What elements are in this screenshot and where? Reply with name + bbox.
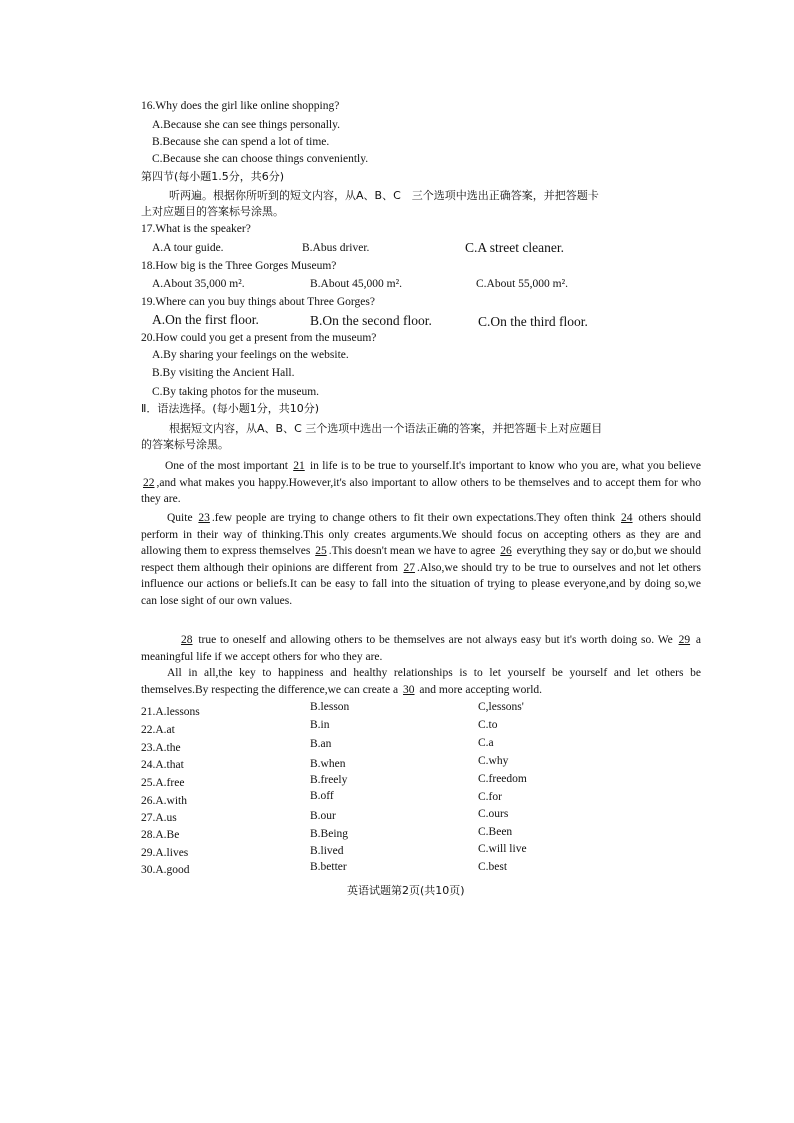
passage-paragraph-3 <box>141 632 701 665</box>
option-b: B.in <box>310 719 330 731</box>
blank-28: 28 <box>181 634 193 646</box>
passage-text: .few people are trying to change others to fit their own expectations.They often think <box>211 512 620 524</box>
grammar-instruction: 根据短文内容，从A、B、C 三个选项中选出一个语法正确的答案，并把答题卡上对应题目 <box>169 422 603 435</box>
q18-option-c: C.About 55,000 m². <box>476 278 568 290</box>
option-a: 23.A.the <box>141 742 181 754</box>
q19-option-a: A.On the first floor. <box>152 312 259 327</box>
passage-text: in life is to be true to yourself.It's important to know who you are, what you believe <box>306 460 701 472</box>
q20-stem: 20.How could you get a present from the museum? <box>141 332 377 344</box>
q17-option-c: C.A street cleaner. <box>465 240 564 255</box>
option-b: B.lived <box>310 845 344 857</box>
q20-option-c: C.By taking photos for the museum. <box>152 386 320 398</box>
option-b: B.Being <box>310 828 349 840</box>
option-c: C.why <box>478 755 509 767</box>
q17-option-b: B.Abus driver. <box>302 242 370 254</box>
passage-text: One of the most important <box>165 460 292 472</box>
passage-paragraph-4 <box>141 665 701 698</box>
option-a: 27.A.us <box>141 812 177 824</box>
section4-instruction-cont: 上对应题目的答案标号涂黑。 <box>141 205 284 218</box>
q16-stem: 16.Why does the girl like online shopping? <box>141 100 340 112</box>
passage-text: everything they say or do,but we should respect them although their opinions are different from <box>141 545 701 574</box>
grammar-title: Ⅱ．语法选择。(每小题1分，共10分) <box>141 402 319 415</box>
page-footer: 英语试题第2页(共10页) <box>347 884 465 897</box>
blank-23: 23 <box>198 512 210 524</box>
option-c: C.to <box>478 719 498 731</box>
passage-paragraph-2 <box>141 510 701 609</box>
option-a: 30.A.good <box>141 864 190 876</box>
blank-22: 22 <box>143 476 155 489</box>
passage-text: and more accepting world. <box>416 683 543 696</box>
option-a: 21.A.lessons <box>141 706 200 718</box>
blank-30: 30 <box>403 683 415 696</box>
blank-21: 21 <box>293 460 305 472</box>
passage-text: ,and what makes you happy.However,it's also important to allow others to be themselves and to accept them for who they are. <box>141 476 701 505</box>
q19-option-b: B.On the second floor. <box>310 313 432 328</box>
option-b: B.off <box>310 790 334 802</box>
passage-paragraph-1 <box>141 458 701 508</box>
passage-text: .This doesn't mean we have to agree <box>328 545 499 557</box>
option-a: 22.A.at <box>141 724 175 736</box>
option-b: B.an <box>310 738 332 750</box>
option-b: B.freely <box>310 774 348 786</box>
option-a: 26.A.with <box>141 795 187 807</box>
option-c: C.Been <box>478 826 513 838</box>
q18-stem: 18.How big is the Three Gorges Museum? <box>141 260 337 272</box>
option-a: 29.A.lives <box>141 847 189 859</box>
option-b: B.lesson <box>310 701 350 713</box>
blank-27: 27 <box>403 561 415 574</box>
blank-24: 24 <box>621 512 633 524</box>
passage-text: true to oneself and allowing others to be themselves are not always easy but it's worth doing so. We <box>194 634 677 646</box>
option-c: C.ours <box>478 808 509 820</box>
passage-text: All in all,the key to happiness and healthy relationships is to let yourself be yourself and let others be themselves.By respecting the difference,we can create a <box>141 667 701 696</box>
q19-option-c: C.On the third floor. <box>478 314 588 329</box>
q19-stem: 19.Where can you buy things about Three Gorges? <box>141 296 375 308</box>
blank-26: 26 <box>500 545 512 557</box>
q16-option-c: C.Because she can choose things conveniently. <box>152 153 369 165</box>
option-c: C.freedom <box>478 773 527 785</box>
q18-option-a: A.About 35,000 m². <box>152 278 245 290</box>
passage-text: others should perform in their way of thinking.This only creates arguments.We should focus on accepting others as they are and allowing them to express themselves <box>141 512 701 557</box>
blank-29: 29 <box>678 634 691 646</box>
q18-option-b: B.About 45,000 m². <box>310 278 402 290</box>
option-b: B.our <box>310 810 336 822</box>
q16-option-a: A.Because she can see things personally. <box>152 119 340 131</box>
option-c: C.a <box>478 737 494 749</box>
grammar-instruction-cont: 的答案标号涂黑。 <box>141 438 229 451</box>
option-a: 24.A.that <box>141 759 184 771</box>
option-a: 28.A.Be <box>141 829 180 841</box>
option-c: C.for <box>478 791 502 803</box>
option-b: B.better <box>310 861 347 873</box>
q20-option-b: B.By visiting the Ancient Hall. <box>152 367 295 379</box>
blank-25: 25 <box>315 545 327 557</box>
passage-text: .Also,we should try to be true to ourselves and not let others influence our actions or beliefs.It can be easy to fall into the situation of trying to please everyone,and by doing so,we can lose sight of our own values. <box>141 561 701 607</box>
q17-stem: 17.What is the speaker? <box>141 223 251 235</box>
option-b: B.when <box>310 758 346 770</box>
option-c: C.best <box>478 861 508 873</box>
passage-text: Quite <box>167 512 197 524</box>
section4-instruction: 听两遍。根据你所听到的短文内容，从A、B、C 三个选项中选出正确答案，并把答题卡 <box>169 189 599 202</box>
q16-option-b: B.Because she can spend a lot of time. <box>152 136 330 148</box>
section4-title: 第四节(每小题1.5分，共6分) <box>141 170 285 183</box>
option-c: C.will live <box>478 843 527 855</box>
q20-option-a: A.By sharing your feelings on the website. <box>152 349 349 361</box>
passage-text: a meaningful life if we accept others for who they are. <box>141 634 701 663</box>
option-c: C,lessons' <box>478 701 524 713</box>
q17-option-a: A.A tour guide. <box>152 242 224 254</box>
option-a: 25.A.free <box>141 777 185 789</box>
